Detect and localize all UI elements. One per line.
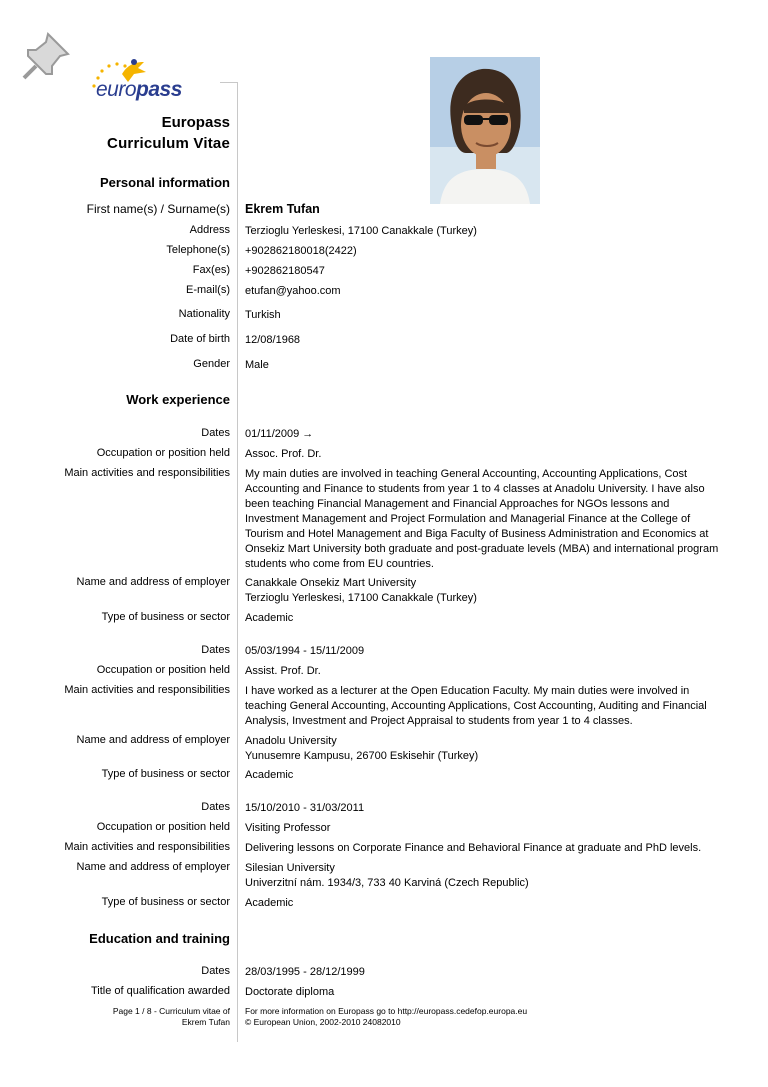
occupation-label: Occupation or position held bbox=[96, 821, 230, 833]
job-activities: Delivering lessons on Corporate Finance and Behavioral Finance at graduate and PhD levels. bbox=[245, 842, 702, 854]
job-employer-name: Canakkale Onsekiz Mart University bbox=[245, 577, 417, 589]
activities-label: Main activities and responsibilities bbox=[64, 684, 230, 696]
sector-label: Type of business or sector bbox=[101, 768, 230, 780]
name-label: First name(s) / Surname(s) bbox=[86, 202, 230, 216]
section-work-experience: Work experience bbox=[126, 392, 230, 407]
footer-info: For more information on Europass go to http://europass.cedefop.europa.eu bbox=[245, 1006, 528, 1016]
birthdate-label: Date of birth bbox=[170, 333, 230, 345]
address-label: Address bbox=[189, 224, 230, 236]
footer-copyright: © European Union, 2002-2010 24082010 bbox=[245, 1017, 401, 1027]
job-dates: 05/03/1994 - 15/11/2009 bbox=[245, 645, 365, 657]
job-employer-address: Terzioglu Yerleskesi, 17100 Canakkale (Turkey) bbox=[245, 592, 477, 604]
section-education-training: Education and training bbox=[89, 931, 230, 946]
dates-label: Dates bbox=[201, 427, 230, 439]
europass-logo-text: europass bbox=[96, 78, 182, 101]
profile-photo bbox=[430, 57, 540, 204]
email-label: E-mail(s) bbox=[186, 284, 230, 296]
job-employer-name: Anadolu University bbox=[245, 735, 337, 747]
job-occupation: Visiting Professor bbox=[245, 822, 331, 834]
job-activities: My main duties are involved in teaching General Accounting, Accounting Applications, Cost Accounting and Finance to students from year 1 to 4 classes at Anadolu University. I have also been teaching Financial Management and Financial Approaches for NGOs lessons and Investment Management and Project Formulation and Managerial Finance at the College of Tourism and Hotel Management and Biga Faculty of Business Administration and Economics at Onsekiz Mart University both graduate and post-graduate levels (MBA) and international program students who come from EU countries. bbox=[245, 468, 719, 570]
footer-page: Page 1 / 8 - Curriculum vitae of bbox=[112, 1006, 230, 1016]
column-divider bbox=[237, 112, 238, 1042]
nationality-value: Turkish bbox=[245, 309, 281, 321]
job-sector: Academic bbox=[245, 769, 294, 781]
person-name: Ekrem Tufan bbox=[245, 202, 320, 216]
job-sector: Academic bbox=[245, 897, 294, 909]
telephone-label: Telephone(s) bbox=[166, 244, 230, 256]
sector-label: Type of business or sector bbox=[101, 611, 230, 623]
telephone-value: +902862180018(2422) bbox=[245, 245, 357, 257]
divider bbox=[237, 82, 238, 112]
employer-label: Name and address of employer bbox=[76, 861, 230, 873]
qualification-value: Doctorate diploma bbox=[245, 986, 335, 998]
cv-subtitle: Curriculum Vitae bbox=[107, 135, 230, 152]
education-dates: 28/03/1995 - 28/12/1999 bbox=[245, 966, 365, 978]
activities-label: Main activities and responsibilities bbox=[64, 841, 230, 853]
employer-label: Name and address of employer bbox=[76, 734, 230, 746]
gender-label: Gender bbox=[193, 358, 230, 370]
job-activities: I have worked as a lecturer at the Open Education Faculty. My main duties were involved in teaching General Accounting, Accounting Applications, Cost Accounting, Auditing and Financial Analysis, Investment and Project Appraisal to students from year 1 to 4 classes. bbox=[245, 685, 707, 727]
dates-label: Dates bbox=[201, 801, 230, 813]
pin-icon bbox=[18, 28, 74, 84]
job-employer-address: Univerzitní nám. 1934/3, 733 40 Karviná (Czech Republic) bbox=[245, 877, 529, 889]
job-sector: Academic bbox=[245, 612, 294, 624]
fax-label: Fax(es) bbox=[192, 264, 230, 276]
dates-label: Dates bbox=[201, 644, 230, 656]
job-occupation: Assist. Prof. Dr. bbox=[245, 665, 321, 677]
divider bbox=[220, 82, 237, 83]
birthdate-value: 12/08/1968 bbox=[245, 334, 301, 346]
employer-label: Name and address of employer bbox=[76, 576, 230, 588]
sector-label: Type of business or sector bbox=[101, 896, 230, 908]
job-dates: 15/10/2010 - 31/03/2011 bbox=[245, 802, 365, 814]
section-personal-information: Personal information bbox=[99, 175, 230, 190]
occupation-label: Occupation or position held bbox=[96, 664, 230, 676]
job-employer-name: Silesian University bbox=[245, 862, 335, 874]
fax-value: +902862180547 bbox=[245, 265, 325, 277]
job-dates: 01/11/2009 → bbox=[245, 428, 314, 440]
address-value: Terzioglu Yerleskesi, 17100 Canakkale (Turkey) bbox=[245, 225, 477, 237]
job-employer-address: Yunusemre Kampusu, 26700 Eskisehir (Turkey) bbox=[245, 750, 479, 762]
occupation-label: Occupation or position held bbox=[96, 447, 230, 459]
qualification-label: Title of qualification awarded bbox=[90, 985, 230, 997]
nationality-label: Nationality bbox=[178, 308, 230, 320]
education-dates-label: Dates bbox=[201, 965, 230, 977]
email-value: etufan@yahoo.com bbox=[245, 285, 341, 297]
activities-label: Main activities and responsibilities bbox=[64, 467, 230, 479]
cv-title: Europass bbox=[161, 114, 230, 131]
job-occupation: Assoc. Prof. Dr. bbox=[245, 448, 322, 460]
gender-value: Male bbox=[245, 359, 269, 371]
footer-owner: Ekrem Tufan bbox=[181, 1017, 230, 1027]
